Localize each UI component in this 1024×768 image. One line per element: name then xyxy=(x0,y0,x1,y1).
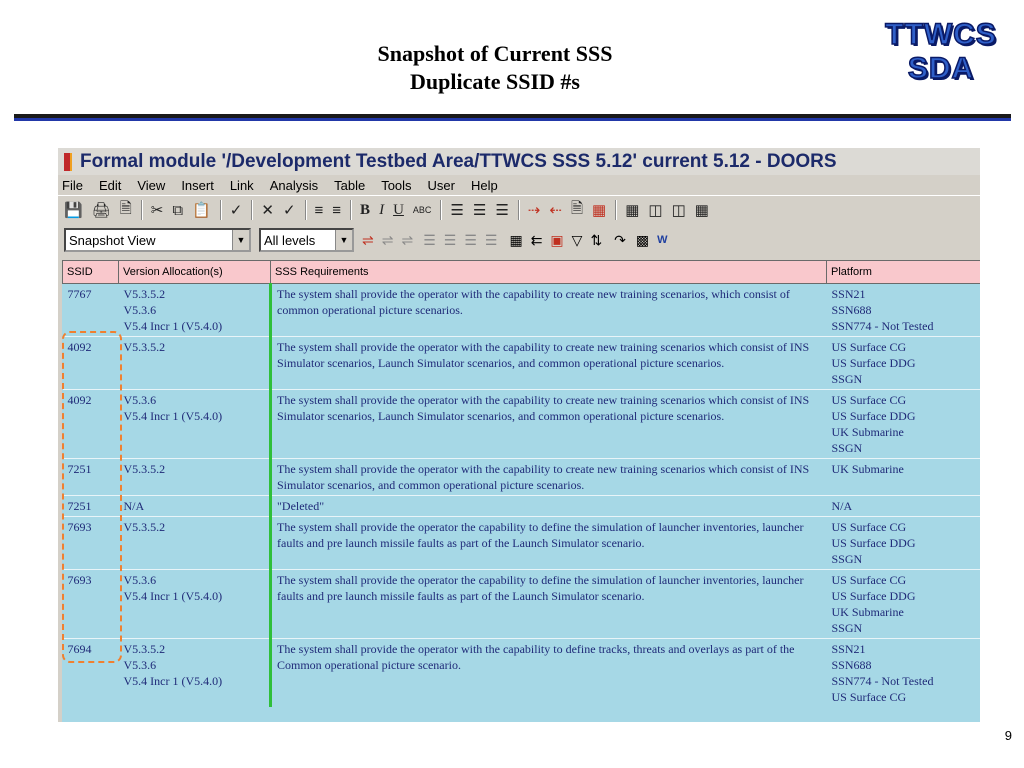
link-icon[interactable]: ⇌ xyxy=(362,231,374,248)
underline-icon[interactable]: U xyxy=(393,201,404,218)
window-titlebar[interactable] xyxy=(58,148,980,175)
ssid-value: 7767 xyxy=(67,287,92,301)
link-out-icon[interactable]: ⇢ xyxy=(527,202,541,219)
baseline-icon[interactable]: ▩ xyxy=(635,231,650,248)
platform-cell[interactable] xyxy=(827,517,981,570)
toolbar-separator xyxy=(220,200,222,220)
platform-value: UK Submarine xyxy=(831,425,904,439)
view-toolbar xyxy=(58,224,980,256)
platform-value: US Surface DDG xyxy=(831,536,916,550)
column-header-requirements[interactable]: SSS Requirements xyxy=(271,261,827,284)
platform-value: SSN21 xyxy=(831,287,866,301)
requirement-text: The system shall provide the operator the capability to define the simulation of launcher inventories, launcher faults and pre launch missile faults as part of the Launch Simulator scenario. xyxy=(277,520,804,550)
spellcheck-icon[interactable]: ✓ xyxy=(229,202,243,219)
version-cell[interactable] xyxy=(119,570,271,639)
platform-value: UK Submarine xyxy=(831,462,904,476)
version-value: V5.3.5.2 xyxy=(123,642,166,656)
platform-value: SSGN xyxy=(831,621,863,635)
platform-cell[interactable] xyxy=(827,496,981,517)
view-select[interactable] xyxy=(64,228,251,252)
toolbar-separator xyxy=(440,200,442,220)
platform-value: SSN774 - Not Tested xyxy=(831,319,934,333)
column-header-version[interactable]: Version Allocation(s) xyxy=(119,261,271,284)
level-select[interactable] xyxy=(259,228,354,252)
insert-object-icon[interactable]: ≡ xyxy=(332,201,342,219)
ssid-value: 7693 xyxy=(67,520,92,534)
align-center-icon[interactable]: ☰ xyxy=(443,231,457,248)
menu-edit[interactable]: Edit xyxy=(98,177,122,193)
requirement-text: "Deleted" xyxy=(277,499,325,513)
menu-bar xyxy=(58,175,980,195)
align-left-icon[interactable]: ☰ xyxy=(423,231,436,248)
platform-value: US Surface DDG xyxy=(831,356,916,370)
logo-line2: SDA xyxy=(907,52,975,85)
refresh-icon[interactable]: ↷ xyxy=(614,231,626,248)
requirement-text: The system shall provide the operator with the capability to create new training scenarios which consist of INS Simulator scenarios, and common operational picture scenarios. xyxy=(277,462,810,492)
version-value: V5.3.5.2 xyxy=(123,462,166,476)
requirement-text: The system shall provide the operator with the capability to create new training scenarios which consist of INS Simulator scenarios, Launch Simulator scenarios, and common operational picture scenarios. xyxy=(277,393,810,423)
insert-column-icon[interactable]: ◫ xyxy=(648,202,663,219)
grid-icon[interactable]: ▦ xyxy=(694,202,709,219)
module-properties-icon[interactable]: 🗎 xyxy=(570,199,583,217)
menu-insert[interactable]: Insert xyxy=(181,177,214,193)
ssid-value: 4092 xyxy=(67,340,92,354)
menu-analysis[interactable]: Analysis xyxy=(269,177,319,193)
link-module-icon[interactable]: ▦ xyxy=(592,202,607,219)
table-icon[interactable]: ▦ xyxy=(625,202,640,219)
version-cell[interactable] xyxy=(119,337,271,390)
chevron-down-icon[interactable]: ▼ xyxy=(232,230,249,250)
platform-value: SSN774 - Not Tested xyxy=(831,674,934,688)
requirement-cell[interactable] xyxy=(271,496,827,517)
table-header-row xyxy=(63,261,981,284)
slide-title-line1: Snapshot of Current SSS xyxy=(377,41,613,66)
title-rule-blue xyxy=(14,118,1011,121)
view-select-value: Snapshot View xyxy=(69,232,156,248)
toolbar-separator xyxy=(251,200,253,220)
requirement-cell[interactable] xyxy=(271,517,827,570)
version-value: V5.3.6 xyxy=(123,303,157,317)
requirement-cell[interactable] xyxy=(271,337,827,390)
italic-icon[interactable]: I xyxy=(379,201,385,218)
requirement-text: The system shall provide the operator the capability to define the simulation of launcher inventories, launcher faults and pre launch missile faults as part of the Launch Simulator scenario. xyxy=(277,573,804,603)
menu-table[interactable]: Table xyxy=(334,177,366,193)
platform-cell[interactable] xyxy=(827,459,981,496)
version-value: V5.4 Incr 1 (V5.4.0) xyxy=(123,589,223,603)
ssid-value: 7693 xyxy=(67,573,92,587)
link-delete-icon[interactable]: ⇌ xyxy=(401,231,414,248)
platform-value: UK Submarine xyxy=(831,605,904,619)
toolbar-separator xyxy=(305,200,307,220)
menu-user[interactable]: User xyxy=(427,177,455,193)
ssid-value: 7694 xyxy=(67,642,92,656)
bullet-list-icon[interactable]: ☰ xyxy=(450,202,464,219)
version-cell[interactable] xyxy=(119,284,271,337)
version-value: V5.3.6 xyxy=(123,573,157,587)
ssid-value: 7251 xyxy=(67,462,92,476)
platform-value: US Surface CG xyxy=(831,340,907,354)
platform-value: US Surface DDG xyxy=(831,589,916,603)
requirements-table xyxy=(62,260,980,707)
outline-icon[interactable]: ▦ xyxy=(509,231,523,248)
platform-value: SSN688 xyxy=(831,303,872,317)
sort-icon[interactable]: ⇅ xyxy=(590,231,603,248)
table-row[interactable] xyxy=(63,496,981,517)
properties-icon[interactable]: 🗎 xyxy=(119,199,132,217)
outdent-icon[interactable]: ☰ xyxy=(495,202,509,219)
version-value: V5.3.6 xyxy=(123,658,157,672)
version-cell[interactable] xyxy=(119,639,271,708)
requirement-cell[interactable] xyxy=(271,639,827,708)
platform-value: US Surface DDG xyxy=(831,409,916,423)
version-value: V5.3.5.2 xyxy=(123,520,166,534)
version-value: V5.4 Incr 1 (V5.4.0) xyxy=(123,319,223,333)
ssid-value: 4092 xyxy=(67,393,92,407)
chevron-down-icon[interactable]: ▼ xyxy=(335,230,352,250)
ttwcs-sda-logo xyxy=(868,18,1014,86)
platform-value: SSN21 xyxy=(831,642,866,656)
requirements-grid xyxy=(62,260,980,722)
version-value: V5.3.6 xyxy=(123,393,157,407)
ssid-cell[interactable] xyxy=(63,284,119,337)
menu-help[interactable]: Help xyxy=(471,177,498,193)
window-title: Formal module '/Development Testbed Area/TTWCS SSS 5.12' current 5.12 - DOORS xyxy=(80,150,837,172)
table-row[interactable] xyxy=(63,337,981,390)
insert-row-icon[interactable]: ◫ xyxy=(671,202,686,219)
traceability-icon[interactable]: ⇇ xyxy=(530,231,543,248)
requirement-text: The system shall provide the operator with the capability to create new training scenarios which consist of INS Simulator scenarios, Launch Simulator scenarios, and common operational picture scenarios. xyxy=(277,340,810,370)
paste-icon[interactable]: 📋 xyxy=(192,202,211,219)
copy-icon[interactable]: ⧉ xyxy=(172,201,184,219)
justify-icon[interactable]: ☰ xyxy=(484,231,498,248)
page-number: 9 xyxy=(1004,728,1012,743)
platform-cell[interactable] xyxy=(827,284,981,337)
column-header-ssid[interactable]: SSID xyxy=(63,261,119,284)
requirement-cell[interactable] xyxy=(271,390,827,459)
platform-value: US Surface CG xyxy=(831,690,907,704)
filter-icon[interactable]: ▽ xyxy=(571,231,583,248)
report-icon[interactable]: ▣ xyxy=(550,231,564,248)
floppy-icon[interactable]: 💾 xyxy=(64,202,83,219)
requirement-text: The system shall provide the operator with the capability to define tracks, threats and overlays as part of the Common operational picture scenario. xyxy=(277,642,795,672)
platform-value: US Surface CG xyxy=(831,573,907,587)
unlink-icon[interactable]: ⇌ xyxy=(381,231,394,248)
table-row[interactable] xyxy=(63,459,981,496)
table-row[interactable] xyxy=(63,639,981,708)
table-body xyxy=(63,284,981,708)
doors-app-icon xyxy=(64,153,72,171)
slide-title xyxy=(0,40,990,96)
table-row[interactable] xyxy=(63,570,981,639)
platform-cell[interactable] xyxy=(827,390,981,459)
menu-view[interactable]: View xyxy=(137,177,166,193)
toolbar-separator xyxy=(518,200,520,220)
platform-value: N/A xyxy=(831,499,853,513)
version-value: V5.4 Incr 1 (V5.4.0) xyxy=(123,409,223,423)
ssid-value: 7251 xyxy=(67,499,92,513)
platform-value: US Surface CG xyxy=(831,393,907,407)
requirement-cell[interactable] xyxy=(271,284,827,337)
platform-value: SSGN xyxy=(831,372,863,386)
platform-cell[interactable] xyxy=(827,570,981,639)
level-select-value: All levels xyxy=(264,232,316,248)
duplicate-ssid-highlight xyxy=(62,331,122,663)
version-value: V5.3.5.2 xyxy=(123,287,166,301)
link-in-icon[interactable]: ⇠ xyxy=(549,202,562,219)
scissors-icon[interactable]: ✂ xyxy=(150,202,164,219)
menu-link[interactable]: Link xyxy=(229,177,254,193)
word-export-icon[interactable]: W xyxy=(657,234,668,246)
doors-window xyxy=(58,148,980,722)
strikethrough-icon[interactable]: ABC xyxy=(412,205,432,215)
platform-cell[interactable] xyxy=(827,337,981,390)
confirm-icon[interactable]: ✓ xyxy=(282,202,296,219)
align-right-icon[interactable]: ☰ xyxy=(464,231,477,248)
slide-title-line2: Duplicate SSID #s xyxy=(410,69,580,94)
insert-heading-icon[interactable]: ≡ xyxy=(314,201,324,219)
toolbar-separator xyxy=(615,200,617,220)
version-cell[interactable] xyxy=(119,459,271,496)
platform-value: SSGN xyxy=(831,441,863,455)
table-row[interactable] xyxy=(63,284,981,337)
printer-icon[interactable]: 🖨 xyxy=(91,202,111,219)
requirement-cell[interactable] xyxy=(271,459,827,496)
version-cell[interactable] xyxy=(119,390,271,459)
version-cell[interactable] xyxy=(119,517,271,570)
logo-line1: TTWCS xyxy=(885,18,997,51)
table-row[interactable] xyxy=(63,390,981,459)
toolbar-separator xyxy=(350,200,352,220)
platform-value: SSN688 xyxy=(831,658,872,672)
cancel-icon[interactable]: ✕ xyxy=(261,202,274,219)
toolbar-separator xyxy=(141,200,143,220)
requirement-cell[interactable] xyxy=(271,570,827,639)
table-row[interactable] xyxy=(63,517,981,570)
main-toolbar xyxy=(58,195,980,224)
platform-value: SSGN xyxy=(831,552,863,566)
indent-icon[interactable]: ☰ xyxy=(472,202,487,219)
version-cell[interactable] xyxy=(119,496,271,517)
column-header-platform[interactable]: Platform xyxy=(827,261,981,284)
version-value: V5.3.5.2 xyxy=(123,340,166,354)
version-value: V5.4 Incr 1 (V5.4.0) xyxy=(123,674,223,688)
platform-value: US Surface CG xyxy=(831,520,907,534)
requirement-text: The system shall provide the operator with the capability to create new training scenarios, which consist of common operational picture scenarios. xyxy=(277,287,790,317)
version-value: N/A xyxy=(123,499,145,513)
bold-icon[interactable]: B xyxy=(360,201,371,218)
menu-file[interactable]: File xyxy=(62,177,83,193)
menu-tools[interactable]: Tools xyxy=(381,177,412,193)
platform-cell[interactable] xyxy=(827,639,981,708)
